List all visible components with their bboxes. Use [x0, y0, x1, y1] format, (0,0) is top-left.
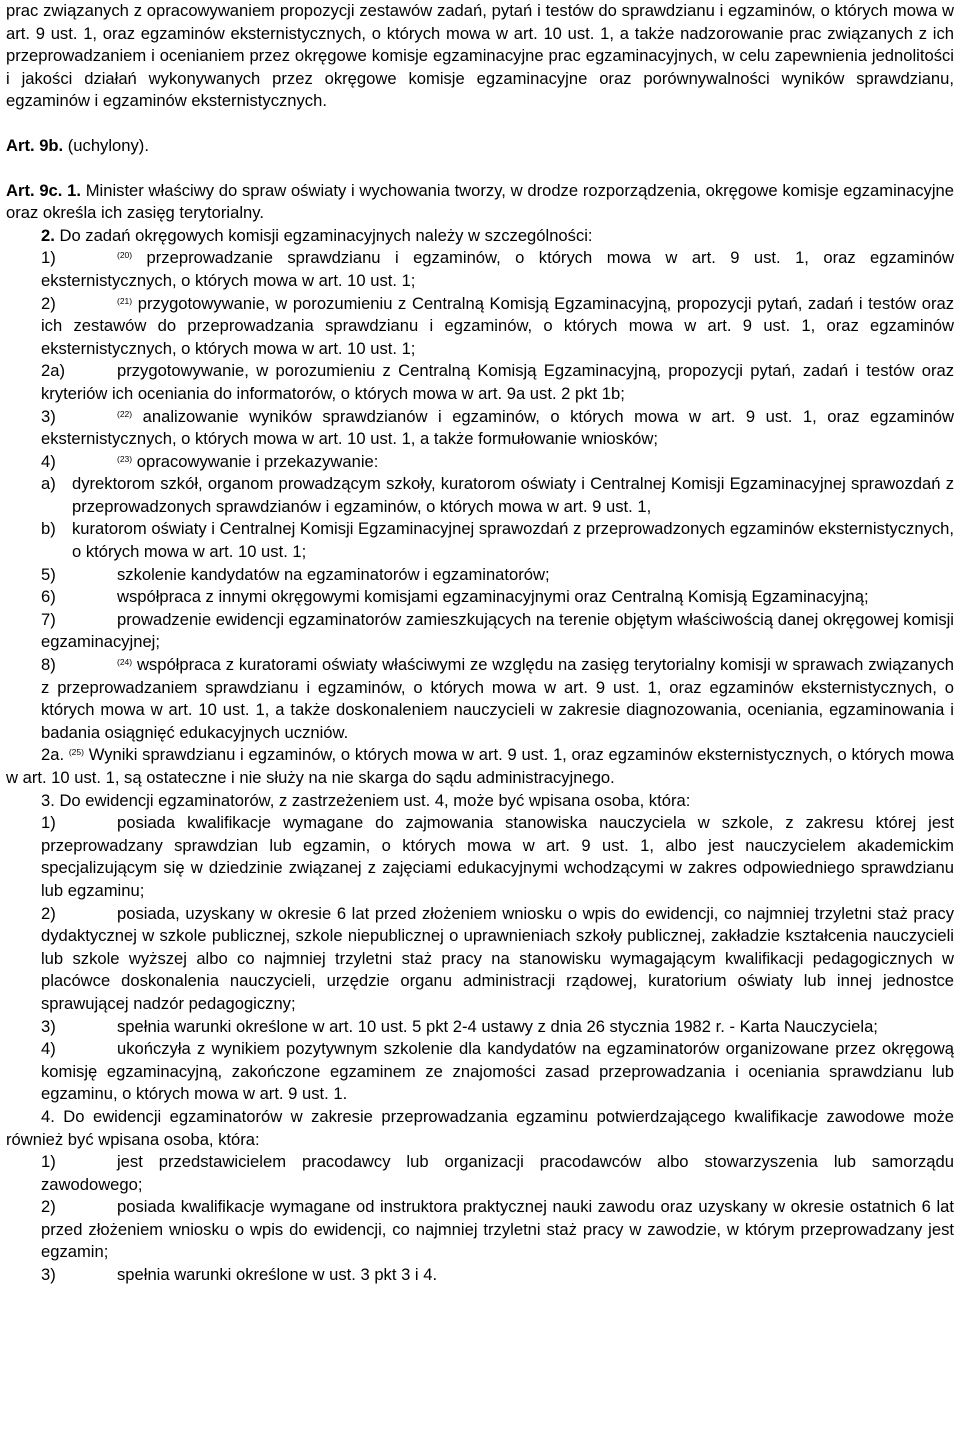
- art-9b: [6, 135, 954, 158]
- list-item: [6, 1038, 954, 1106]
- article-label: Art. 9b.: [6, 135, 64, 155]
- spacer: [6, 158, 954, 180]
- list-item: [6, 586, 954, 609]
- list-item: [6, 903, 954, 1016]
- art-9c-ust-3: 3. Do ewidencji egzaminatorów, z zastrzeżeniem ust. 4, może być wpisana osoba, która:: [41, 790, 691, 810]
- list-item: [6, 609, 954, 654]
- item-text: analizowanie wyników sprawdzianów i egzaminów, o których mowa w art. 9 ust. 1, oraz egzaminów eksternistycznych, o których mowa w art. 10 ust. 1, a także formułowanie wniosków;: [41, 406, 954, 449]
- sub-item: [6, 473, 954, 518]
- list-item: [6, 406, 954, 451]
- art-9c-ust-2: [6, 225, 954, 248]
- item-number: 3): [41, 1265, 56, 1285]
- list-item: [6, 1264, 954, 1287]
- list-item: [6, 247, 954, 292]
- item-text: posiada, uzyskany w okresie 6 lat przed złożeniem wniosku o wpis do ewidencji, co najmniej trzyletni staż pracy dydaktycznej w szkole publicznej, szkole niepublicznej o uprawnieniach szkoły publicznej, zakładzie kształcenia nauczycieli lub szkole wyższej albo co najmniej trzyletni staż pracy na stanowisku wymagającym kwalifikacji pedagogicznych w placówce doskonalenia nauczycieli, urzędzie organu administracji rządowej, kuratorium oświaty lub innej jednostce sprawującej nadzór pedagogiczny;: [41, 903, 954, 1013]
- item-number: 2): [41, 293, 56, 313]
- item-text: jest przedstawicielem pracodawcy lub organizacji pracodawców albo stowarzyszenia lub samorządu zawodowego;: [41, 1152, 954, 1194]
- list-item: [6, 360, 954, 405]
- item-text: ukończyła z wynikiem pozytywnym szkolenie dla kandydatów na egzaminatorów organizowane przez okręgową komisję egzaminacyjną, zakończone egzaminem ze znajomości zasad przeprowadzania i oceniania sprawdzianu lub egzaminu, o których mowa w art. 9 ust. 1.: [41, 1039, 954, 1104]
- ust-number: 2.: [41, 225, 55, 245]
- item-text: szkolenie kandydatów na egzaminatorów i egzaminatorów;: [117, 564, 550, 584]
- item-text: posiada kwalifikacje wymagane od instruktora praktycznej nauki zawodu oraz uzyskany w okresie ostatnich 6 lat przed złożeniem wniosku o wpis do ewidencji, co najmniej trzyletni staż pracy w zawodzie, w którym przeprowadzany jest egzamin;: [41, 1197, 954, 1262]
- sub-item-label: a): [41, 474, 56, 494]
- item-number: 4): [41, 451, 56, 471]
- item-number: 7): [41, 609, 56, 629]
- item-text: współpraca z innymi okręgowymi komisjami egzaminacyjnymi oraz Centralną Komisją Egzaminacyjną;: [117, 587, 869, 607]
- sub-item-text: kuratorom oświaty i Centralnej Komisji Egzaminacyjnej sprawozdań z przeprowadzonych egzaminów eksternistycznych, o których mowa w art. 10 ust. 1;: [72, 519, 954, 562]
- item-text: spełnia warunki określone w art. 10 ust. 5 pkt 2-4 ustawy z dnia 26 stycznia 1982 r. - Karta Nauczyciela;: [117, 1016, 878, 1036]
- item-number: 8): [41, 655, 56, 675]
- spacer: [6, 113, 954, 135]
- footnote-ref: (25): [68, 747, 84, 758]
- list-item: [6, 812, 954, 902]
- item-number: 1): [41, 813, 56, 833]
- item-number: 1): [41, 1152, 56, 1172]
- item-text: przygotowywanie, w porozumieniu z Centralną Komisją Egzaminacyjną, propozycji pytań, zadań i testów oraz kryteriów ich oceniania do informatorów, o których mowa w art. 9a ust. 2 pkt 1b;: [41, 361, 954, 403]
- item-text: spełnia warunki określone w ust. 3 pkt 3 i 4.: [117, 1265, 438, 1285]
- footnote-ref: (23): [117, 453, 133, 464]
- ust-text: Wyniki sprawdzianu i egzaminów, o których mowa w art. 9 ust. 1, oraz egzaminów eksternistycznych, o których mowa w art. 10 ust. 1, są ostateczne i nie służy na nie skarga do sądu administracyjnego.: [6, 745, 954, 787]
- footnote-ref: (24): [117, 657, 133, 668]
- ust-text: Minister właściwy do spraw oświaty i wychowania tworzy, w drodze rozporządzenia, okręgowe komisje egzaminacyjne oraz określa ich zasięg terytorialny.: [6, 180, 954, 223]
- ust-number: 1.: [67, 180, 81, 200]
- article-label: Art. 9c.: [6, 180, 63, 200]
- sub-item: [6, 518, 954, 563]
- item-number: 2a): [41, 361, 65, 381]
- list-item: [6, 293, 954, 361]
- item-number: 6): [41, 587, 56, 607]
- item-number: 2): [41, 903, 56, 923]
- sub-item-text: dyrektorom szkół, organom prowadzącym szkoły, kuratorom oświaty i Centralnej Komisji Egzaminacyjnej sprawozdań z przeprowadzonych sprawdzianów i egzaminów, o których mowa w art. 9 ust. 1,: [72, 474, 954, 516]
- list-item: [6, 654, 954, 744]
- list-item: [6, 564, 954, 587]
- ust-text: Do zadań okręgowych komisji egzaminacyjnych należy w szczególności:: [54, 225, 593, 245]
- ust-number: 2a.: [41, 745, 65, 765]
- article-text: (uchylony).: [63, 135, 149, 155]
- item-number: 1): [41, 248, 56, 268]
- art-9c-ust-2a: [6, 744, 954, 789]
- item-text: opracowywanie i przekazywanie:: [132, 451, 379, 471]
- item-text: posiada kwalifikacje wymagane do zajmowania stanowiska nauczyciela w szkole, z zakresu której jest przeprowadzany sprawdzian lub egzamin, o których mowa w art. 9 ust. 1, albo jest nauczycielem akademickim specjalizującym się w dziedzinie związanej z zajęciami edukacyjnymi wchodzącymi w zakres odpowiedniego sprawdzianu lub egzaminu;: [41, 813, 954, 900]
- list-item: [6, 1196, 954, 1264]
- item-number: 4): [41, 1039, 56, 1059]
- footnote-ref: (22): [117, 408, 133, 419]
- item-number: 2): [41, 1197, 56, 1217]
- paragraph-continuation: prac związanych z opracowywaniem propozycji zestawów zadań, pytań i testów do sprawdzianu i egzaminów, o których mowa w art. 9 ust. 1, oraz egzaminów eksternistycznych, o których mowa w art. 10 ust. 1, a także nadzorowanie prac związanych z ich przeprowadzaniem i ocenianiem przez okręgowe komisje egzaminacyjne prac egzaminacyjnych, w celu zapewnienia jednolitości i jakości działań wykonywanych przez okręgowe komisje egzaminacyjne oraz porównywalności wyników sprawdzianu, egzaminów i egzaminów eksternistycznych.: [6, 1, 954, 111]
- list-item: [6, 1016, 954, 1039]
- art-9c-ust-1: [6, 180, 954, 225]
- item-number: 5): [41, 564, 56, 584]
- item-text: współpraca z kuratorami oświaty właściwymi ze względu na zasięg terytorialny komisji w sprawach związanych z przeprowadzaniem sprawdzianu i egzaminów, o których mowa w art. 9 ust. 1, oraz egzaminów eksternistycznych, o których mowa w art. 10 ust. 1, a także doskonaleniem nauczycieli w zakresie diagnozowania, oceniania, egzaminowania i badania osiągnięć edukacyjnych uczniów.: [41, 655, 954, 742]
- list-item: [6, 1151, 954, 1196]
- footnote-ref: (21): [117, 295, 133, 306]
- list-item: [6, 451, 954, 474]
- footnote-ref: (20): [117, 250, 133, 261]
- art-9c-ust-4: 4. Do ewidencji egzaminatorów w zakresie przeprowadzania egzaminu potwierdzającego kwalifikacje zawodowe może również być wpisana osoba, która:: [6, 1106, 954, 1149]
- item-text: przygotowywanie, w porozumieniu z Centralną Komisją Egzaminacyjną, propozycji pytań, zadań i testów oraz ich zestawów do przeprowadzania sprawdzianu i egzaminów, o których mowa w art. 9 ust. 1, oraz egzaminów eksternistycznych, o których mowa w art. 10 ust. 1;: [41, 293, 954, 358]
- item-text: prowadzenie ewidencji egzaminatorów zamieszkujących na terenie objętym właściwością danej okręgowej komisji egzaminacyjnej;: [41, 609, 954, 652]
- sub-item-label: b): [41, 519, 56, 539]
- item-text: przeprowadzanie sprawdzianu i egzaminów, o których mowa w art. 9 ust. 1, oraz egzaminów eksternistycznych, o których mowa w art. 10 ust. 1;: [41, 248, 954, 290]
- item-number: 3): [41, 1016, 56, 1036]
- item-number: 3): [41, 406, 56, 426]
